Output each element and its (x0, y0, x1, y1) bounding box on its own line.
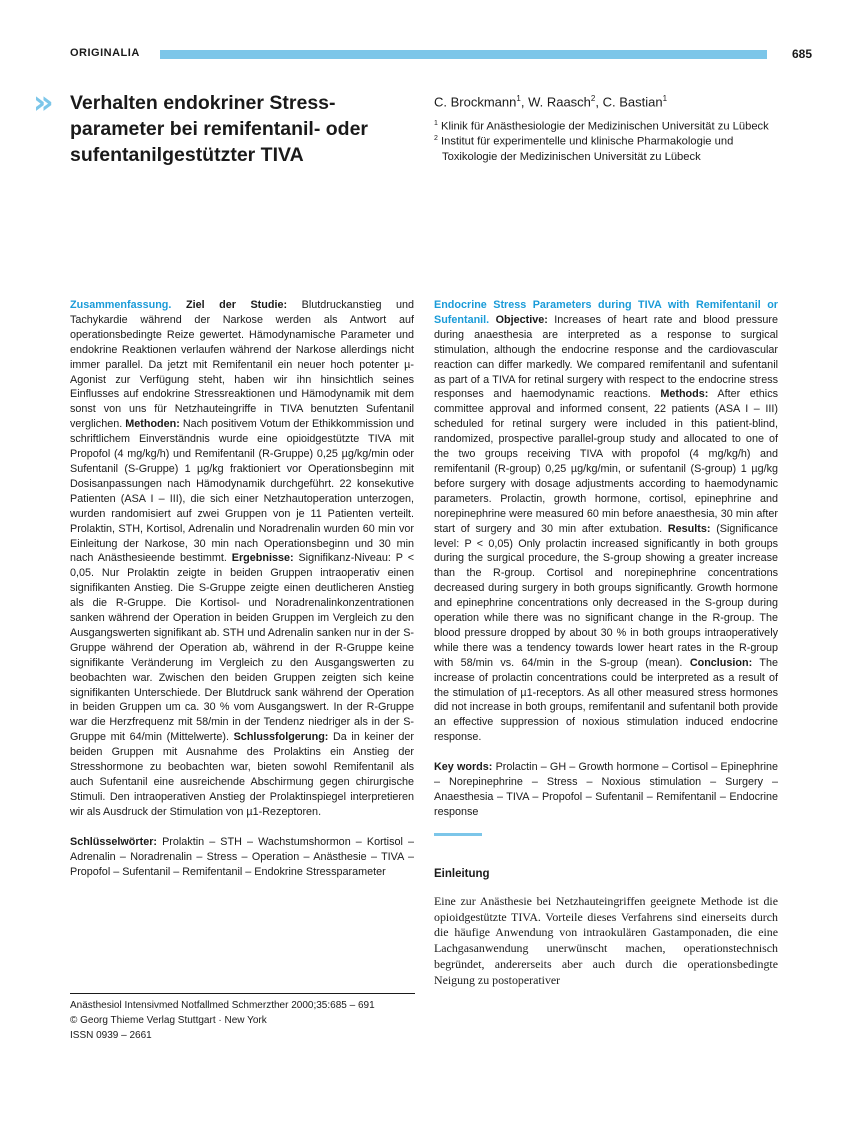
abstract-english (434, 298, 778, 989)
section-text: Nach positivem Votum der Ethikkommission und schriftlichem Einverständnis wurde eine opioidgestützte TIVA mit Propofol (4 mg/kg/h) und Remifentanil (R-Gruppe) 0,25 µg/kg/min oder Sufentanil (S-Gruppe) 1 µg/kg fraktioniert vor Operationsbeginn mit Dosisanpassungen nach Hämodynamik durchgeführt. 22 konsekutive Patienten (ASA I – III), die sich einer Netzhautoperation unterzogen, wurden randomisiert auf zwei Gruppen von je 11 Patienten verteilt. Prolaktin, STH, Kortisol, Adrenalin und Noradrenalin wurden 60 min vor Einleitung der Narkose, 30 min nach Operationsbeginn und 30 min nach Anästhesieende bestimmt. (70, 418, 415, 565)
author-affil-ref: 2 (590, 94, 596, 103)
footer-rule (70, 993, 415, 994)
section-text: Signifikanz-Niveau: P < 0,05. Nur Prolaktin zeigte in beiden Gruppen intraoperativ einen signifikanten Anstieg. Die S-Gruppe zeigte einen deutlicheren Anstieg als die R-Gruppe. Die Kortisol- und Noradrenalinkonzentrationen sanken während der Operation in beiden Gruppen im Vergleich zu den Ausgangswerten signifikant ab. STH und Adrenalin sanken nur in der S-Gruppe während der Operation ab, während in der R-Gruppe keine signifikante Veränderung im Vergleich zu den Ausgangswerten zu beobachten war. Zwischen den beiden Gruppen zeigten sich keine signifikanten Unterschiede. Der Blutdruck sank während der Operation in beiden Gruppen um ca. 30 % vom Ausgangswert. In der R-Gruppe war die Herzfrequenz mit 58/min in der Tendenz niedriger als in der S-Gruppe mit 64/min (Mittelwerte). (70, 552, 415, 744)
intro-text: Eine zur Anästhesie bei Netzhauteingriffen geeignete Methode ist die opioidgestützte TIVA. Vorteile dieses Verfahrens sind einerseits durch die häufige Anwendung von intraokulären Gastamponaden, die eine Lachgasanwendung unerwünscht machen, operationstechnisch begründet, andererseits aber auch durch die operationsbedingte Neigung zu postoperativer (434, 893, 778, 987)
page-number: 685 (791, 47, 812, 61)
section-heading: Ziel der Studie: (185, 299, 288, 311)
citation-line: Anästhesiol Intensivmed Notfallmed Schmerzther 2000;35:685 – 691 (70, 1000, 375, 1011)
section-divider (434, 833, 482, 836)
section-text: The increase of prolactin concentrations could be interpreted as a result of the stimulation of µ1-receptors. As all other measured stress hormones did not increase in both groups, remifentanil and sufentanil both provide an effective suppression of noxious stimulation induced endocrine response. (434, 656, 778, 744)
abstract-body (434, 298, 778, 745)
section-heading: Methoden: (125, 418, 180, 431)
author-name: C. Brockmann (434, 94, 517, 110)
keywords (70, 835, 414, 880)
section-text: Increases of heart rate and blood pressure during anaesthesia are interpreted as a response to surgical stimulation, although the endocrine response and the cardiovascular reaction can differ markedly. We compared remifentanil and sufentanil as part of a TIVA for retinal surgery with respect to the endocrine stress responses and haemodynamic reactions. (434, 313, 779, 401)
author-affil-ref: 1 (516, 94, 521, 103)
issn-line: ISSN 0939 – 2661 (70, 1030, 152, 1041)
section-heading: Results: (667, 522, 711, 535)
keywords-label: Key words: (434, 761, 493, 774)
abstract-label: Endocrine Stress Parameters during TIVA with Remifentanil or Sufentanil. (434, 299, 778, 326)
section-heading: Ergebnisse: (231, 552, 294, 565)
affil-text: Toxikologie der Medizinischen Universität zu Lübeck (442, 150, 701, 163)
abstract-body (70, 298, 414, 820)
affil-text: Klinik für Anästhesiologie der Medizinischen Universität zu Lübeck (441, 120, 769, 133)
affil-number: 1 (434, 120, 438, 127)
page-header (70, 47, 812, 65)
author-name: W. Raasch (528, 94, 591, 110)
title-marker-icon: » (33, 83, 54, 121)
keywords (434, 760, 778, 820)
title-line: parameter bei remifentanil- oder (70, 118, 369, 140)
section-label: ORIGINALIA (70, 47, 140, 59)
intro-heading: Einleitung (434, 867, 490, 880)
section-heading: Schlussfolgerung: (233, 731, 329, 744)
keywords-text: Prolactin – GH – Growth hormone – Cortisol – Epinephrine – Norepinephrine – Stress – Noxious stimulation – Surgery – Anaesthesia – TIVA – Propofol – Sufentanil – Remifentanil – Endocrine response (434, 761, 779, 818)
affiliation (434, 131, 814, 165)
section-text: Da in keiner der beiden Gruppen mit Ausnahme des Prolaktins ein Anstieg der Stresshormone zu beobachten war, bieten sowohl Remifentanil als auch Sufentanil eine ausreichende Abschirmung gegen chirurgische Stimuli. Den intraoperativen Anstieg der Prolaktinspiegel interpretieren wir als Ausdruck der Stimulation von µ1-Rezeptoren. (70, 731, 415, 818)
author-affil-ref: 1 (662, 94, 668, 103)
section-heading: Objective: (495, 313, 548, 326)
title-line: sufentanilgestützter TIVA (70, 144, 304, 166)
author-name: C. Bastian (602, 94, 663, 110)
keywords-text: Prolaktin – STH – Wachstumshormon – Kortisol – Adrenalin – Noradrenalin – Stress – Operation – Anästhesie – TIVA – Propofol – Sufentanil – Remifentanil – Endokrine Stressparameter (70, 835, 414, 878)
abstract-label: Zusammenfassung. (70, 299, 172, 311)
section-text: (Significance level: P < 0,05) Only prolactin increased significantly in both groups during the surgical procedure, the S-group showing a greater increase than the R-group. Cortisol and norepinephrine concentrations decreased during surgery in both groups significantly. Growth hormone and epinephrine concentrations only decreased in the S-group during operation while there was no significant change in the R-group. The blood pressure dropped by about 30 % in both groups intraoperatively while there was a tendency towards lower heart rates in the R-group with 58/min vs. 64/min in the S-group (mean). (434, 522, 779, 669)
title-line: Verhalten endokriner Stress- (70, 92, 336, 114)
section-text: After ethics committee approval and informed consent, 22 patients (ASA I – III) scheduled for retinal surgery were included in this patient-blind, randomized, prospective parallel-group study and allocated to one of the two groups receiving TIVA with propofol (4 mg/kg/h) and remifentanil (R-group) 0,25 µg/kg/min, or sufentanil (S-group) 1 µg/kg before surgery with dosage adjustments according to haemodynamic parameters. Prolactin, growth hormone, cortisol, epinephrine and norepinephrine were measured 60 min before anaesthesia, 30 min after start of surgery and 30 min after extubation. (434, 388, 779, 535)
copyright-line: © Georg Thieme Verlag Stuttgart · New York (70, 1015, 267, 1026)
section-heading: Methods: (660, 388, 709, 401)
citation-footer (70, 998, 415, 1043)
abstract-german (70, 298, 414, 879)
affil-number: 2 (434, 135, 438, 142)
section-heading: Conclusion: (689, 656, 753, 669)
keywords-label: Schlüsselwörter: (70, 835, 158, 848)
affil-text: Institut für experimentelle und klinische Pharmakologie und (441, 135, 734, 148)
section-text: Blutdruckanstieg und Tachykardie während der Narkose werden als Antwort auf operationsbedingte Reize gewertet. Hämodynamische Parameter und endokrine Reaktionen verlaufen während der Narkose allerdings nicht immer parallel. Da jetzt mit Remifentanil ein neuer hoch potenter µ-Agonist zur Verfügung steht, haben wir ihn hinsichtlich seines Einflusses auf endokrine Stressreaktionen und Hämodynamik mit dem sonst von uns für Netzhauteingriffe in TIVA benutzten Sufentanil verglichen. (70, 299, 415, 431)
article-title (70, 90, 400, 168)
header-bar (160, 50, 767, 59)
author-list: C. Brockmann$^1$, W. Raasch$^2$, C. Bastian$^1$ (434, 94, 668, 110)
